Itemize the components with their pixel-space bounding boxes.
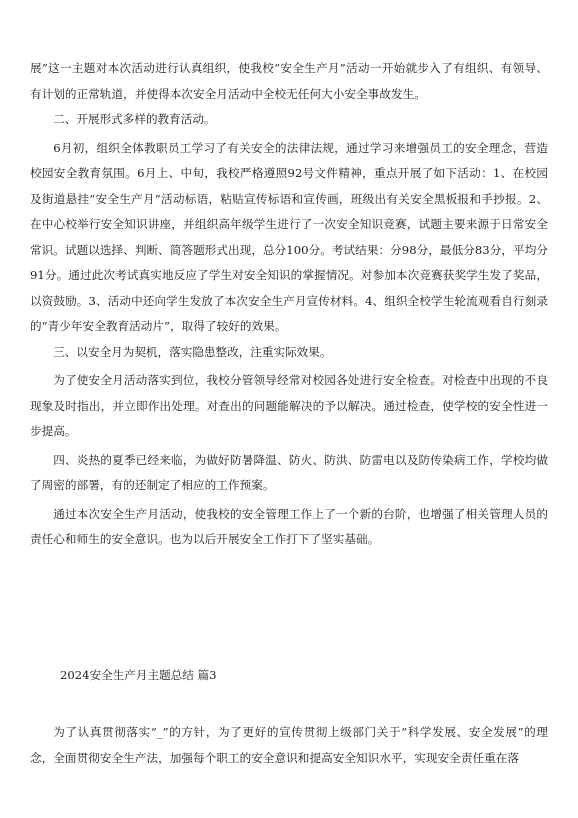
paragraph-3: 6月初，组织全体教职员工学习了有关安全的法律法规，通过学习来增强员工的安全理念，营造校园安全教育氛围。6月上、中旬，我校严格遵照92号文件精神，重点开展了如下活动：1、在校园及街道悬挂“安全生产月”活动标语，粘贴宣传标语和宣传画，班级出有关安全黑板报和手抄报。2、在中心校举行安全知识讲座，并组织高年级学生进行了一次安全知识竞赛，试题主要来源于日常安全常识。试题以选择、判断、简答题形式出现，总分100分。考试结果：分98分，最低分83分，平均分91分。通过此次考试真实地反应了学生对安全知识的掌握情况。对参加本次竞赛获奖学生发了奖品，以资鼓励。3、活动中还向学生发放了本次安全生产月宣传材料。4、组织全校学生轮流观看自行刻录的“青少年安全教育活动片”，取得了较好的效果。: [30, 140, 548, 333]
paragraph-5: 四、炎热的夏季已经来临，为做好防暑降温、防火、防洪、防雷电以及防传染病工作，学校均做了周密的部署，有的还制定了相应的工作预案。: [30, 452, 548, 492]
tail-block: [30, 720, 548, 771]
heading-3: 三、以安全月为契机，落实隐患整改，注重实际效果。: [53, 344, 332, 359]
heading-2: 二、开展形式多样的教育活动。: [53, 112, 216, 126]
paragraph-4: 为了使安全月活动落实到位，我校分管领导经常对校园各处进行安全检查。对检查中出现的不良现象及时指出，并立即作出处理。对查出的问题能解决的予以解决。通过检查，使学校的安全性进一步提高。: [30, 373, 548, 438]
paragraph-1: 展”这一主题对本次活动进行认真组织，使我校“安全生产月”活动一开始就步入了有组织、有领导、有计划的正常轨道，并使得本次安全月活动中全校无任何大小安全事故发生。: [30, 61, 548, 101]
paragraph-6: 通过本次安全生产月活动，使我校的安全管理工作上了一个新的台阶，也增强了相关管理人员的责任心和师生的安全意识。也为以后开展安全工作打下了坚实基础。: [30, 506, 548, 546]
section-title: 2024安全生产月主题总结 篇3: [60, 668, 217, 682]
paragraph-bottom: 为了认真贯彻落实“_”的方针，为了更好的宣传贯彻上级部门关于“科学发展、安全发展”的理念，全面贯彻安全生产法，加强每个职工的安全意识和提高安全知识水平，实现安全责任重在落: [30, 725, 548, 765]
